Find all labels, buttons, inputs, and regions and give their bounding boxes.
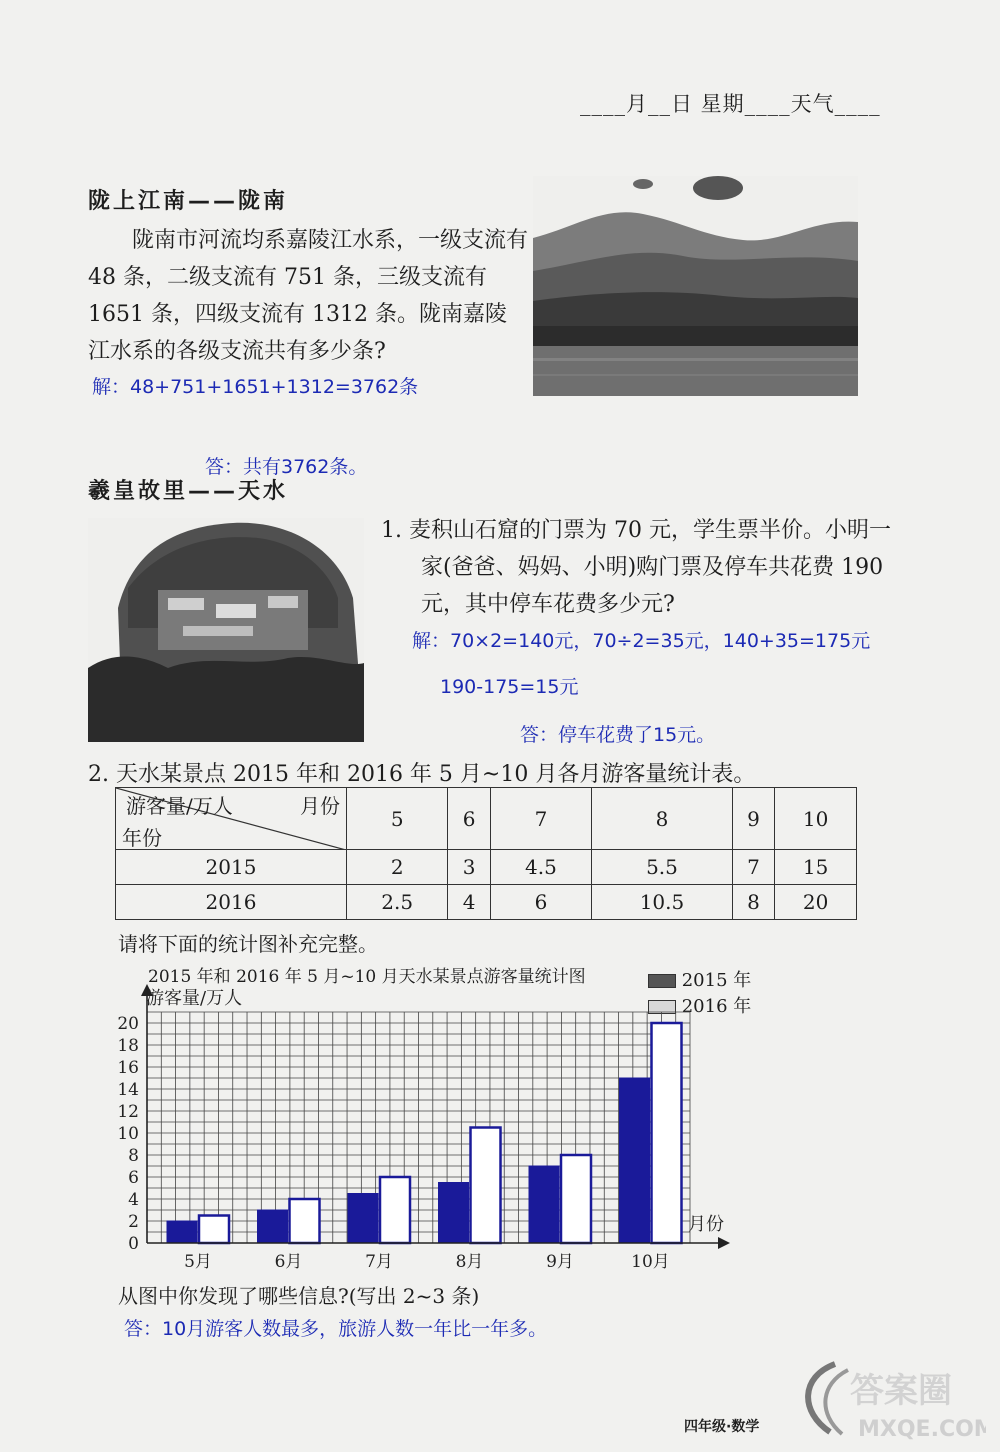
year-cell: 2016 xyxy=(116,885,347,920)
value-cell: 7 xyxy=(732,850,774,885)
legend-label-2015: 2015 年 xyxy=(681,970,752,991)
value-cell: 4 xyxy=(448,885,490,920)
x-tick-label: 7月 xyxy=(365,1252,393,1272)
section1-title: 陇上江南——陇南 xyxy=(88,189,289,214)
y-tick-label: 8 xyxy=(128,1146,139,1166)
x-tick-label: 10月 xyxy=(631,1252,670,1272)
x-axis-label: 月份 xyxy=(688,1214,724,1235)
svg-text:MXQE.COM: MXQE.COM xyxy=(858,1417,986,1442)
svg-text:答案圈: 答案圈 xyxy=(850,1371,952,1411)
legend-label-2016: 2016 年 xyxy=(681,996,752,1017)
y-tick-label: 2 xyxy=(128,1212,139,1232)
month-header: 9 xyxy=(732,788,774,850)
section2-title: 羲皇故里——天水 xyxy=(88,479,289,504)
bar-2016 xyxy=(290,1199,320,1243)
date-line: ____月__日 星期____天气____ xyxy=(580,92,881,116)
bar-2016 xyxy=(652,1023,682,1243)
y-tick-label: 0 xyxy=(128,1234,139,1254)
corner-right-label: 月份 xyxy=(300,794,340,818)
month-header: 6 xyxy=(448,788,490,850)
value-cell: 4.5 xyxy=(490,850,591,885)
section1-problem: 陇南市河流均系嘉陵江水系，一级支流有 48 条，二级支流有 751 条，三级支流有 1651 条，四级支流有 1312 条。陇南嘉陵江水系的各级支流共有多少条? xyxy=(88,228,529,364)
year-cell: 2015 xyxy=(116,850,347,885)
bar-2015 xyxy=(348,1194,378,1244)
bar-2016 xyxy=(199,1216,229,1244)
bar-2015 xyxy=(620,1078,650,1243)
question3: 从图中你发现了哪些信息?(写出 2~3 条) xyxy=(118,1284,480,1308)
problem1-solution-line2: 190-175=15元 xyxy=(440,676,579,698)
y-tick-label: 10 xyxy=(117,1124,139,1144)
chart-grid xyxy=(147,1012,690,1243)
problem1-solution-line1: 解：70×2=140元，70÷2=35元，140+35=175元 xyxy=(412,630,871,652)
x-tick-label: 8月 xyxy=(455,1252,484,1272)
value-cell: 15 xyxy=(775,850,857,885)
problem1: 1. 麦积山石窟的门票为 70 元，学生票半价。小明一家(爸爸、妈妈、小明)购门票及停车共花费 190 元，其中停车花费多少元? xyxy=(381,518,891,617)
answer3: 答：10月游客人数最多，旅游人数一年比一年多。 xyxy=(124,1318,548,1340)
y-tick-label: 14 xyxy=(117,1080,139,1100)
y-tick-label: 4 xyxy=(128,1190,139,1210)
section1-answer: 答：共有3762条。 xyxy=(205,456,368,478)
section1-solution: 解：48+751+1651+1312=3762条 xyxy=(92,376,419,398)
value-cell: 2.5 xyxy=(347,885,448,920)
y-tick-label: 6 xyxy=(128,1168,139,1188)
value-cell: 10.5 xyxy=(592,885,733,920)
bar-2016 xyxy=(471,1128,501,1244)
month-header: 7 xyxy=(490,788,591,850)
bar-2016 xyxy=(380,1177,410,1243)
month-header: 10 xyxy=(775,788,857,850)
value-cell: 2 xyxy=(347,850,448,885)
x-tick-label: 6月 xyxy=(274,1252,303,1272)
value-cell: 8 xyxy=(732,885,774,920)
footer-grade-label: 四年级·数学 xyxy=(684,1419,760,1435)
value-cell: 5.5 xyxy=(592,850,733,885)
month-header: 8 xyxy=(592,788,733,850)
y-tick-label: 12 xyxy=(117,1102,139,1122)
value-cell: 3 xyxy=(448,850,490,885)
y-tick-label: 16 xyxy=(117,1058,139,1078)
problem2: 2. 天水某景点 2015 年和 2016 年 5 月~10 月各月游客量统计表。 xyxy=(88,762,756,787)
bar-2015 xyxy=(529,1166,559,1243)
bar-2015 xyxy=(258,1210,288,1243)
y-axis-label: 游客量/万人 xyxy=(146,988,243,1009)
bar-2016 xyxy=(561,1155,591,1243)
value-cell: 6 xyxy=(490,885,591,920)
problem1-answer: 答：停车花费了15元。 xyxy=(520,724,716,746)
bar-2015 xyxy=(439,1183,469,1244)
corner-top-label: 游客量/万人 xyxy=(126,794,233,818)
value-cell: 20 xyxy=(775,885,857,920)
x-tick-label: 5月 xyxy=(184,1252,212,1272)
y-tick-label: 20 xyxy=(117,1014,139,1034)
x-axis-arrow xyxy=(718,1237,730,1249)
chart-title: 2015 年和 2016 年 5 月~10 月天水某景点游客量统计图 xyxy=(148,967,586,987)
y-tick-label: 18 xyxy=(117,1036,139,1056)
bar-2015 xyxy=(167,1221,197,1243)
chart-instruction: 请将下面的统计图补充完整。 xyxy=(118,932,378,956)
month-header: 5 xyxy=(347,788,448,850)
x-tick-label: 9月 xyxy=(546,1252,574,1272)
watermark-logo xyxy=(790,1352,986,1444)
corner-bottom-label: 年份 xyxy=(122,826,162,850)
